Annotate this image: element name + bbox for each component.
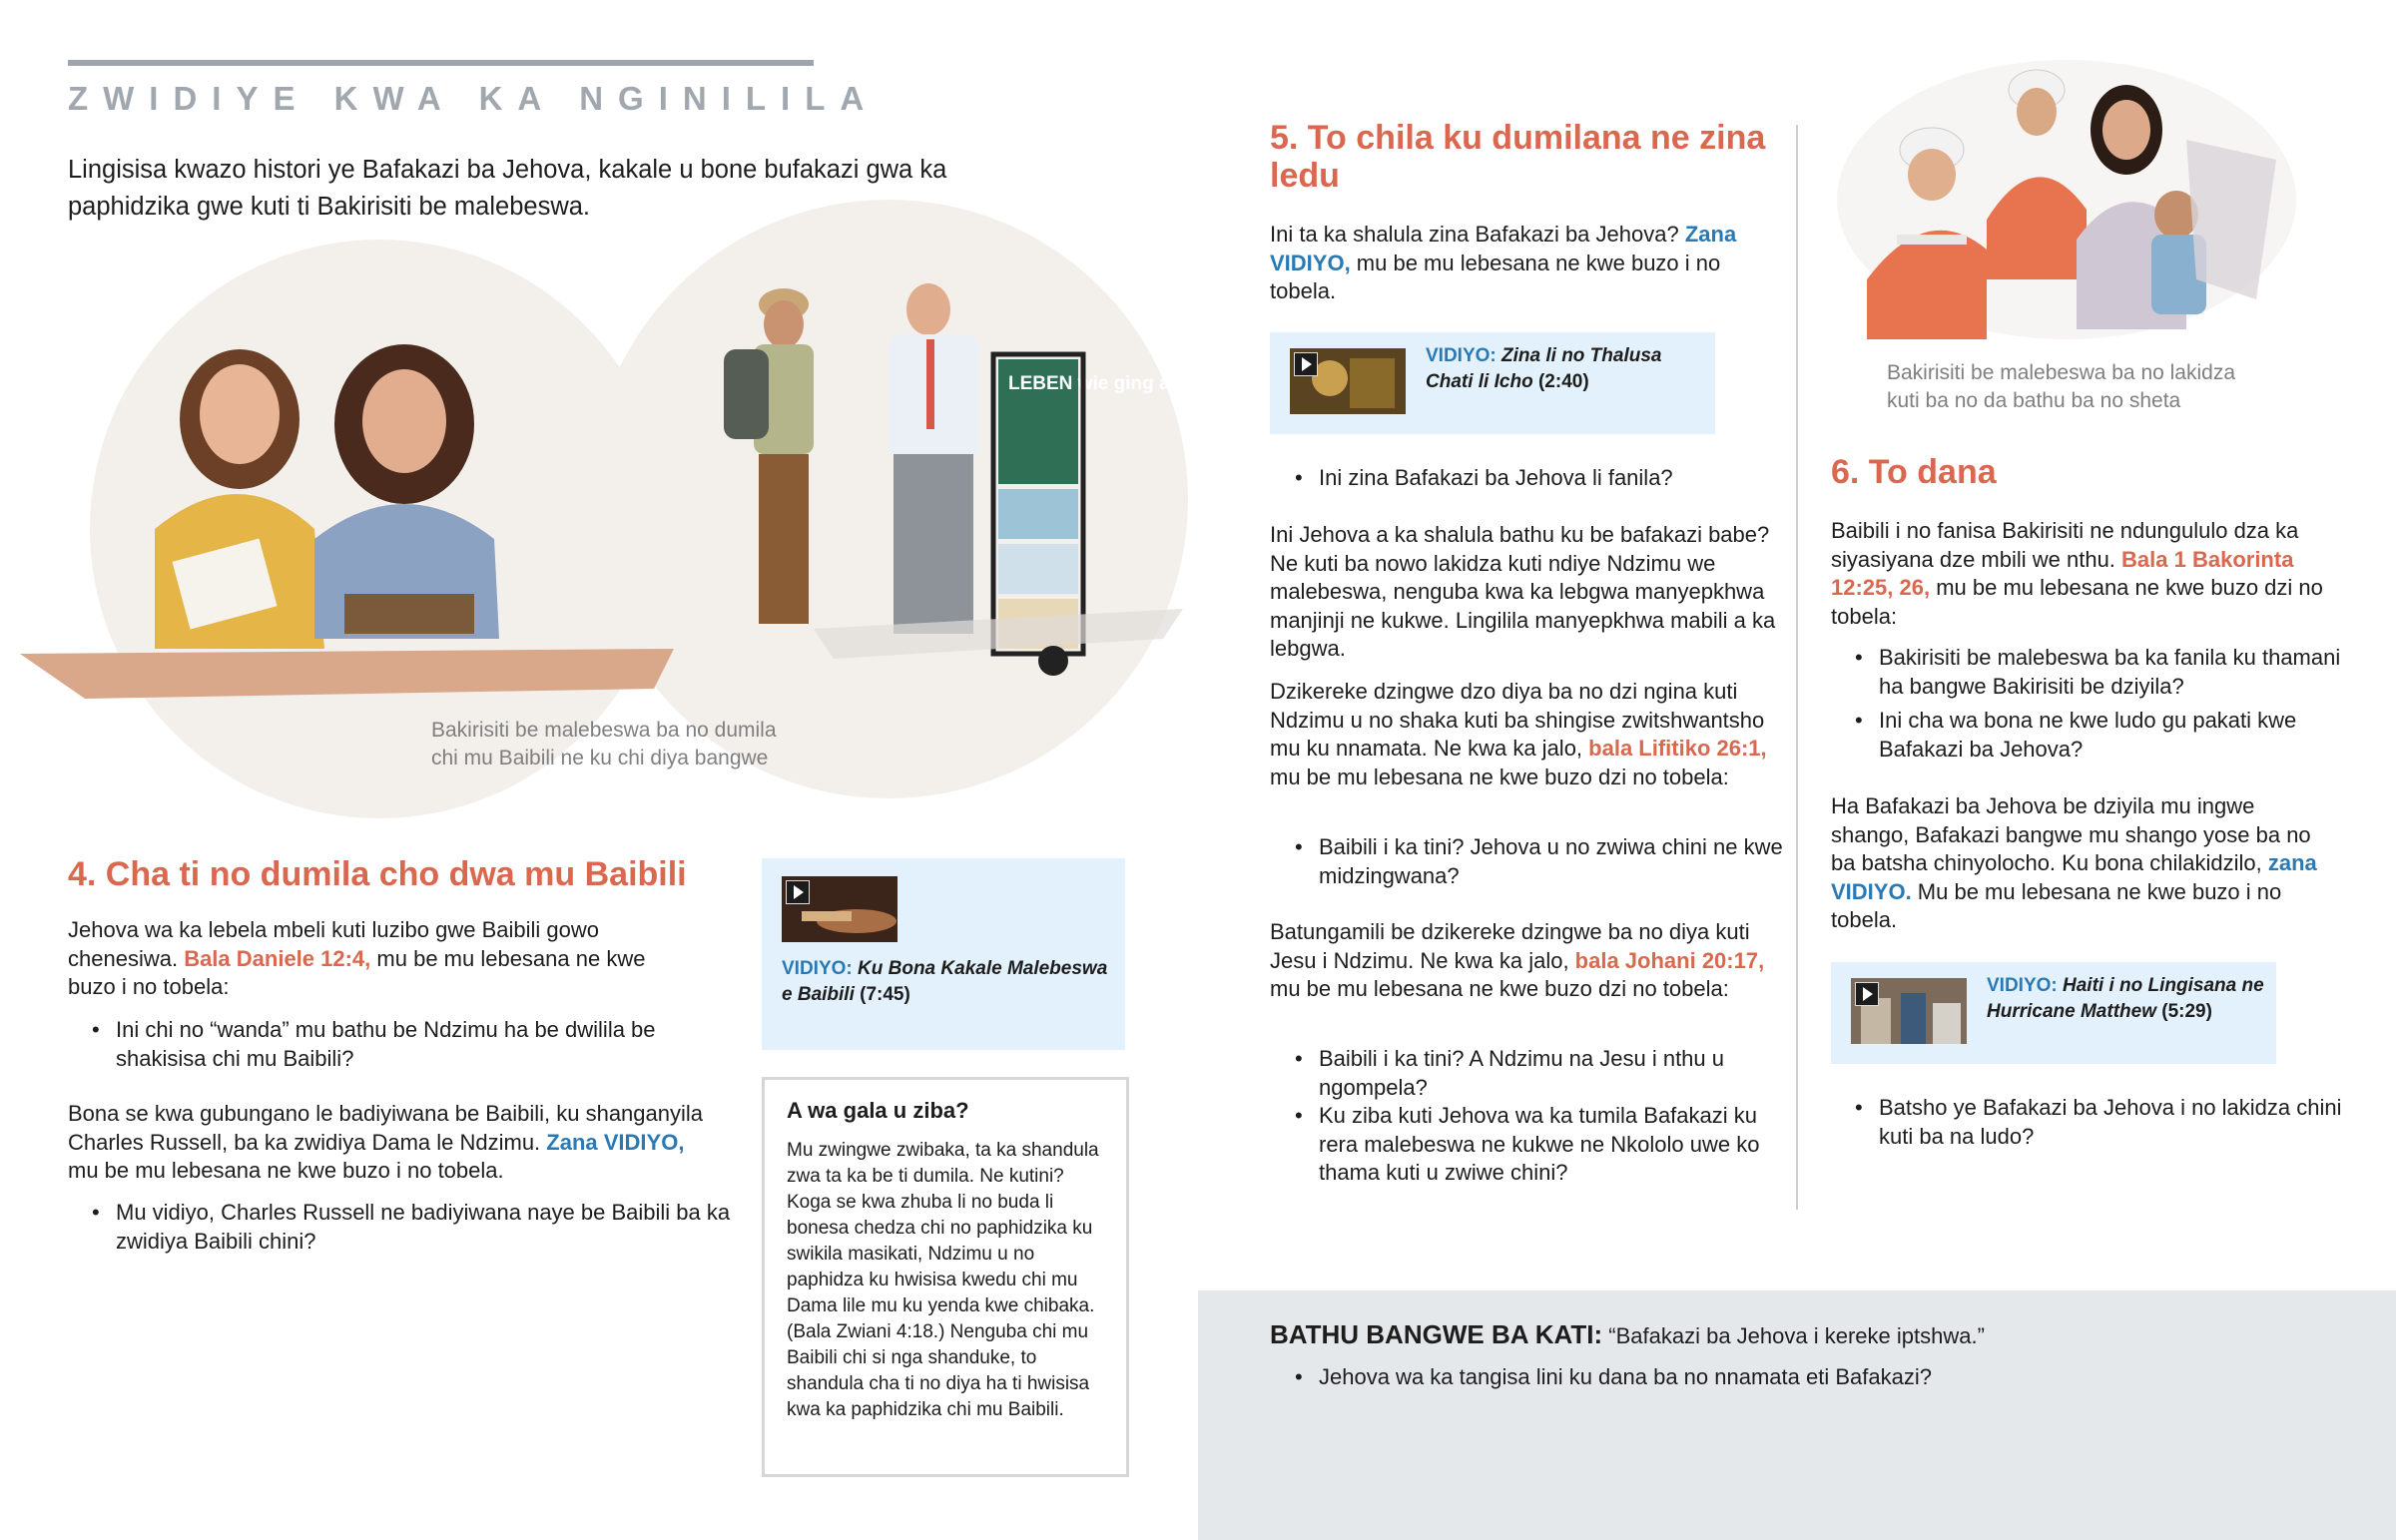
video-caption: VIDIYO: Zina li no Thalusa Chati li Icho (2:40)	[1426, 345, 1662, 392]
footer-statement	[1270, 1319, 2268, 1351]
video-card-name[interactable]	[1270, 332, 1715, 434]
section5-paragraph-3: Dzikereke dzingwe dzo diya ba no dzi ngina kuti Ndzimu u no shaka kuti ba shingise zwitshwantsho mu ku nnamata. Ne kwa ka jalo, bala Lifitiko 26:1, mu be mu lebesana ne kwe buzo dzi no tobela:	[1270, 679, 1767, 789]
video-card-haiti[interactable]	[1831, 962, 2276, 1064]
section6-paragraph-1: Baibili i no fanisa Bakirisiti ne ndungululo dza ka siyasiyana dze mbili we nthu. Bala 1 Bakorinta 12:25, 26, mu be mu lebesana ne kwe buzo dzi no tobela:	[1831, 518, 2323, 629]
list-item: • Ini chi no “wanda” mu bathu be Ndzimu ha be dwilila be shakisisa chi mu Baibili?	[92, 1016, 691, 1073]
section5-questions-1	[1295, 464, 1794, 493]
list-item: • Baibili i ka tini? A Ndzimu na Jesu i nthu u ngompela?	[1295, 1045, 1794, 1102]
section5-paragraph-2: Ini Jehova a ka shalula bathu ku be bafakazi babe? Ne kuti ba nowo lakidza kuti ndiye Ndzimu we malebeswa, nenguba kwa ka lebgwa manyepkhwa manjinji ne kukwe. Lingilila manyepkhwa mabili a ka lebgwa.	[1270, 522, 1776, 661]
section4-paragraph-1: Jehova wa ka lebela mbeli kuti luzibo gwe Baibili gowo chenesiwa. Bala Daniele 12:4, mu be mu lebesana ne kwe buzo i no tobela:	[68, 917, 646, 999]
list-item: • Mu vidiyo, Charles Russell ne badiyiwana naye be Baibili ba ka zwidiya Baibili chini?	[92, 1199, 731, 1256]
list-item: • Ini cha wa bona ne kwe ludo gu pakati kwe Bafakazi ba Jehova?	[1855, 707, 2344, 764]
list-item: • Jehova wa ka tangisa lini ku dana ba no nnamata eti Bafakazi?	[1295, 1363, 2193, 1392]
did-you-know-title: A wa gala u ziba?	[787, 1098, 969, 1123]
list-item: • Ini zina Bafakazi ba Jehova li fanila?	[1295, 464, 1794, 493]
list-item: • Ku ziba kuti Jehova wa ka tumila Bafakazi ku rera malebeswa ne kukwe ne Nkololo uwe ko thama kuti u zwiwe chini?	[1295, 1102, 1794, 1188]
video-caption: VIDIYO: Haiti i no Lingisana ne Hurricane Matthew (5:29)	[1987, 975, 2264, 1022]
section6-questions-2	[1855, 1094, 2344, 1151]
stand-sign-text: LEBEN wie ging alles an?	[1008, 373, 1241, 394]
intro-text: Lingisisa kwazo histori ye Bafakazi ba Jehova, kakale u bone bufakazi gwa ka paphidzika gwe kuti ti Bakirisiti be malebeswa.	[68, 156, 947, 221]
section5-questions-3	[1295, 1045, 1794, 1188]
section6-heading: 6. To dana	[1831, 453, 1997, 491]
footer-questions	[1295, 1363, 2193, 1392]
bible-ref-daniel[interactable]: Bala Daniele 12:4,	[184, 945, 371, 971]
video-thumbnail[interactable]	[782, 876, 898, 942]
section5-paragraph-1: Ini ta ka shalula zina Bafakazi ba Jehova? Zana VIDIYO, mu be mu lebesana ne kwe buzo i no tobela.	[1270, 222, 1737, 303]
section5-heading: 5. To chila ku dumilana ne zina ledu	[1270, 119, 1766, 195]
right-caption-line-2: kuti ba no da bathu ba no sheta	[1887, 389, 2181, 412]
video-link-haiti[interactable]: zana VIDIYO.	[1831, 850, 2317, 904]
video-thumbnail[interactable]	[1290, 348, 1406, 414]
section5-paragraph-4: Batungamili be dzikereke dzingwe ba no diya kuti Jesu i Ndzimu. Ne kwa ka jalo, bala Johani 20:17, mu be mu lebesana ne kwe buzo dzi no tobela:	[1270, 919, 1765, 1001]
relief-work-illustration	[1837, 50, 2296, 339]
bible-ref-corinthians[interactable]: Bala 1 Bakorinta 12:25, 26,	[1831, 546, 2294, 600]
video-card-bible-truth[interactable]	[762, 858, 1125, 1050]
play-icon[interactable]	[1855, 982, 1879, 1006]
bible-ref-john[interactable]: bala Johani 20:17,	[1574, 947, 1765, 973]
footer-quote: “Bafakazi ba Jehova i kereke iptshwa.”	[1608, 1323, 1985, 1348]
left-caption-line-1: Bakirisiti be malebeswa ba no dumila	[431, 719, 777, 742]
header-rule	[68, 60, 814, 66]
study-and-stand-illustration	[15, 200, 1241, 788]
section-eyebrow: ZWIDIYE KWA KA NGINILILA	[68, 80, 880, 117]
bible-ref-leviticus[interactable]: bala Lifitiko 26:1,	[1588, 736, 1767, 761]
section6-paragraph-2: Ha Bafakazi ba Jehova be dziyila mu ingwe shango, Bafakazi bangwe mu shango yose ba no ba batsha chinyolocho. Ku bona chilakidzilo, zana VIDIYO. Mu be mu lebesana ne kwe buzo i no tobela.	[1831, 793, 2317, 932]
section4-heading: 4. Cha ti no dumila cho dwa mu Baibili	[68, 855, 687, 893]
section5-questions-2	[1295, 833, 1794, 890]
left-caption-line-2: chi mu Baibili ne ku chi diya bangwe	[431, 747, 769, 770]
list-item: • Bakirisiti be malebeswa ba ka fanila ku thamani ha bangwe Bakirisiti be dziyila?	[1855, 644, 2344, 701]
video-link-name[interactable]: Zana VIDIYO,	[1270, 222, 1737, 275]
list-item: • Batsho ye Bafakazi ba Jehova i no lakidza chini kuti ba na ludo?	[1855, 1094, 2344, 1151]
footer-label: BATHU BANGWE BA KATI:	[1270, 1319, 1603, 1349]
play-icon[interactable]	[1294, 352, 1318, 376]
column-divider	[1796, 125, 1798, 1210]
play-icon[interactable]	[786, 880, 810, 904]
did-you-know-text: Mu zwingwe zwibaka, ta ka shandula zwa ta ka be ti dumila. Ne kutini? Koga se kwa zhuba li no buda li bonesa chedza chi no paphidzika ku swikila masikati, Ndzimu u no paphidza ku hwisisa kwedu chi mu Dama lile mu ku yenda kwe chibaka. (Bala Zwiani 4:18.) Nenguba chi mu Baibili chi si nga shanduke, to shandula cha ti no diya ha ti hwisisa kwa ka paphidzika chi mu Baibili.	[787, 1140, 1099, 1420]
video-thumbnail[interactable]	[1851, 978, 1967, 1044]
did-you-know-box	[762, 1077, 1129, 1477]
section4-paragraph-2: Bona se kwa gubungano le badiyiwana be Baibili, ku shanganyila Charles Russell, ba ka zwidiya Dama le Ndzimu. Zana VIDIYO, mu be mu lebesana ne kwe buzo i no tobela.	[68, 1101, 704, 1183]
section4-questions-2	[92, 1199, 731, 1256]
video-link-russell[interactable]: Zana VIDIYO,	[546, 1129, 685, 1155]
section6-questions-1	[1855, 644, 2344, 764]
video-caption: VIDIYO: Ku Bona Kakale Malebeswa e Baibili (7:45)	[782, 958, 1108, 1005]
right-caption-line-1: Bakirisiti be malebeswa ba no lakidza	[1887, 361, 2236, 384]
section4-questions-1	[92, 1016, 691, 1073]
list-item: • Baibili i ka tini? Jehova u no zwiwa chini ne kwe midzingwana?	[1295, 833, 1794, 890]
